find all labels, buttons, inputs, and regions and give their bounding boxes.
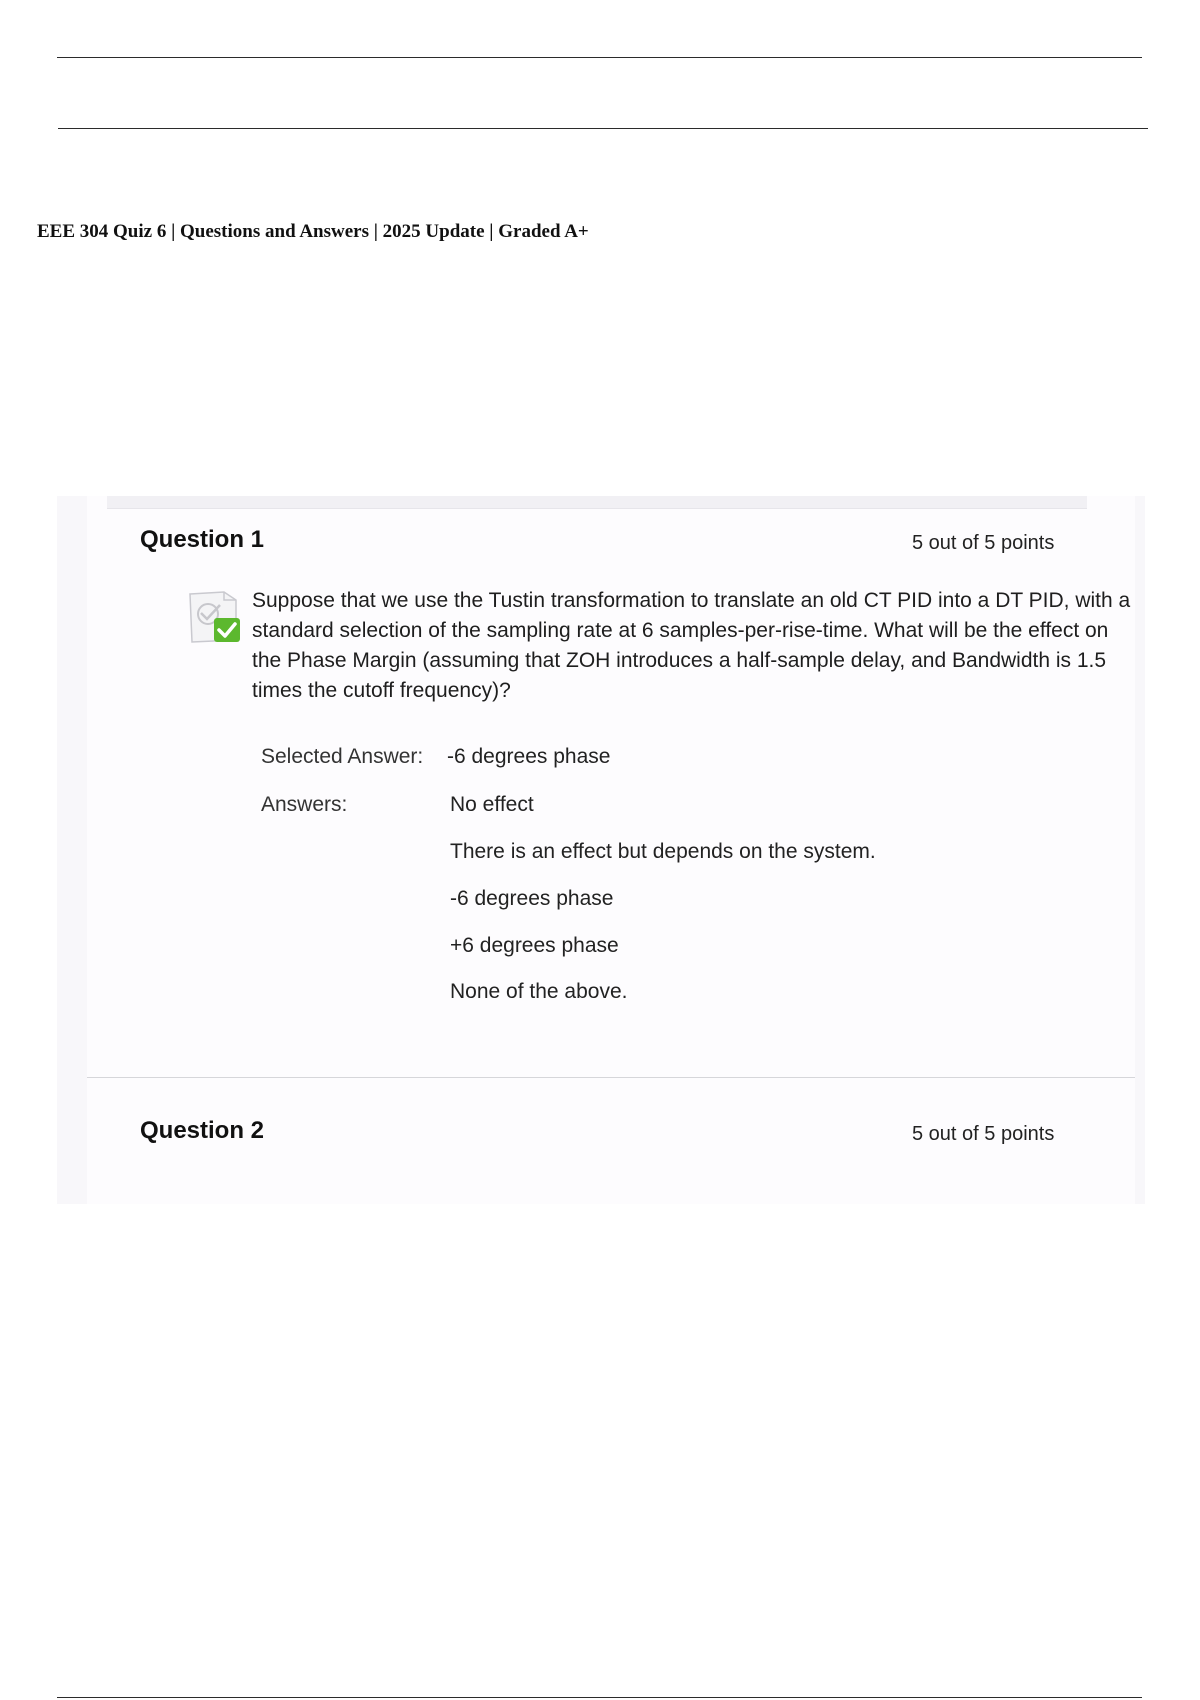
header-rule-top [57,57,1142,58]
question-1-title: Question 1 [140,526,265,553]
document-title: EEE 304 Quiz 6 | Questions and Answers | 2025 Update | Graded A+ [37,221,589,242]
selected-answer-value: -6 degrees phase [447,745,611,768]
header-rule-bottom [58,128,1148,129]
selected-answer-label: Selected Answer: [261,745,424,768]
question-2-title: Question 2 [140,1117,265,1144]
question-1-text: Suppose that we use the Tustin transformation to translate an old CT PID into a DT PID, with a standard selection of the sampling rate at 6 samples-per-rise-time. What will be the effect on the Phase Margin (assuming that ZOH introduces a half-sample delay, and Bandwidth is 1.5 times the cutoff frequency)? [252,589,1131,702]
answer-choice: No effect [450,793,534,816]
question-2-points: 5 out of 5 points [912,1123,1055,1145]
panel-top-band [107,496,1087,509]
answer-choice: None of the above. [450,980,628,1003]
answer-choice: -6 degrees phase [450,887,614,910]
footer-rule [57,1697,1142,1698]
question-divider [87,1077,1135,1078]
answers-label: Answers: [261,793,348,816]
quiz-results-panel [57,496,1145,1204]
answer-choice: There is an effect but depends on the system. [450,840,876,863]
answer-choice: +6 degrees phase [450,934,619,957]
question-1-points: 5 out of 5 points [912,532,1055,554]
correct-check-icon [186,588,242,646]
